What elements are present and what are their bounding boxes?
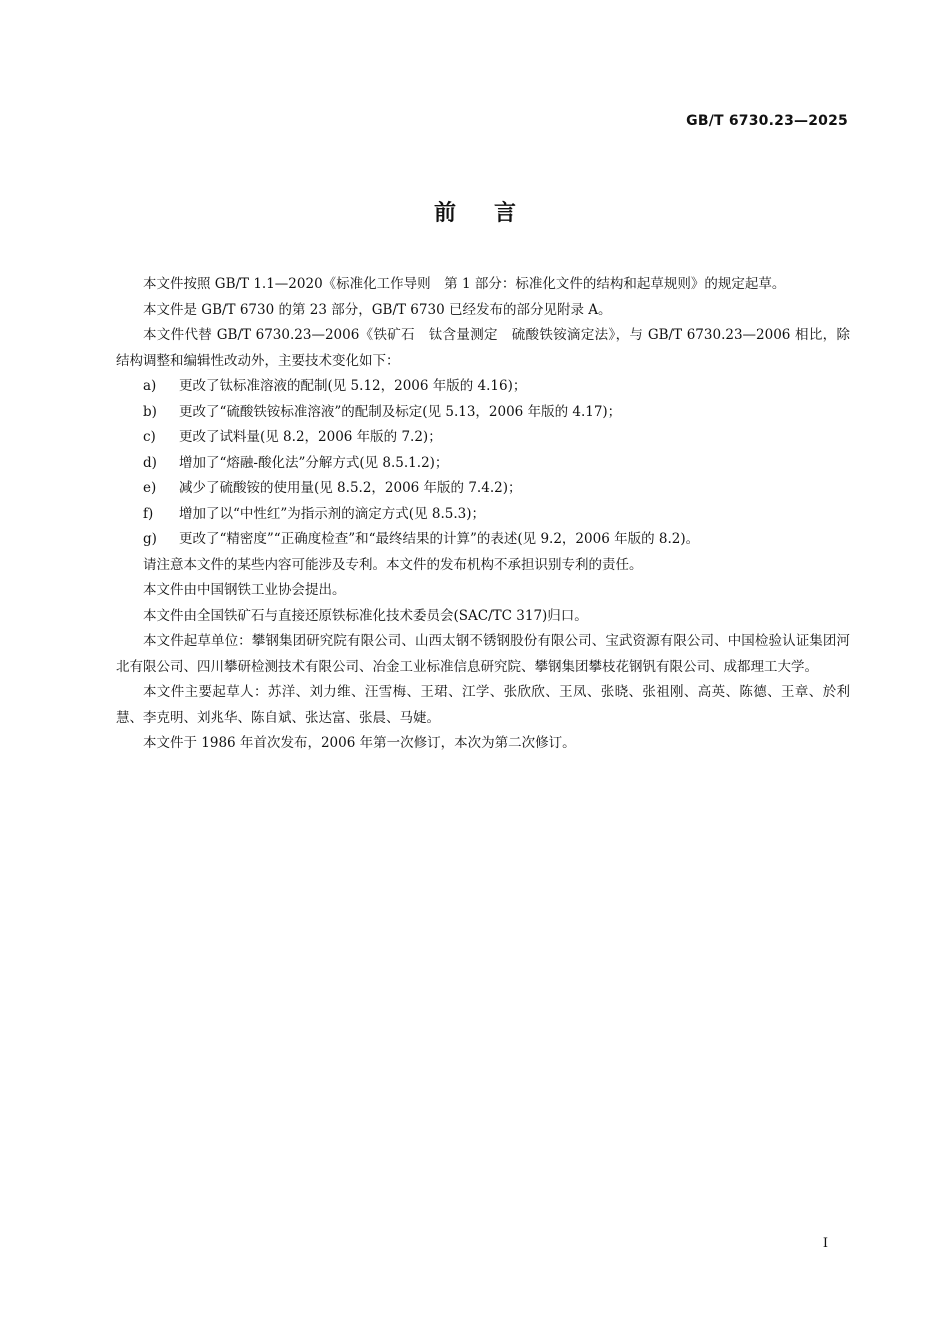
document-code: GB/T 6730.23—2025 — [686, 113, 848, 129]
list-item — [116, 400, 850, 426]
list-item-text: 更改了“硫酸铁铵标准溶液”的配制及标定(见 5.13，2006 年版的 4.17)； — [179, 403, 622, 420]
list-item — [116, 502, 850, 528]
list-item-label: c) — [143, 429, 156, 445]
list-item — [116, 374, 850, 400]
list-item-label: a) — [143, 378, 157, 394]
list-item — [116, 476, 850, 502]
list-item-label: f) — [143, 505, 154, 522]
list-item-text: 更改了钛标准溶液的配制(见 5.12，2006 年版的 4.16)； — [179, 378, 527, 394]
paragraph-part-info: 本文件是 GB/T 6730 的第 23 部分，GB/T 6730 已经发布的部分见附录 A。 — [143, 301, 612, 318]
list-item — [116, 425, 850, 451]
paragraph-history: 本文件于 1986 年首次发布，2006 年第一次修订，本次为第二次修订。 — [143, 735, 576, 751]
list-item-text: 减少了硫酸铵的使用量(见 8.5.2，2006 年版的 7.4.2)； — [179, 480, 522, 496]
list-item — [116, 527, 850, 553]
paragraph-committee: 本文件由全国铁矿石与直接还原铁标准化技术委员会(SAC/TC 317)归口。 — [143, 607, 588, 624]
list-item-text: 增加了“熔融-酸化法”分解方式(见 8.5.1.2)； — [179, 454, 449, 471]
list-item-label: e) — [143, 480, 157, 496]
list-item-text: 更改了“精密度”“正确度检查”和“最终结果的计算”的表述(见 9.2，2006 年版的 8.2)。 — [179, 531, 700, 547]
page-number: I — [822, 1236, 828, 1251]
list-item-label: g) — [143, 531, 157, 547]
paragraph-patent-notice: 请注意本文件的某些内容可能涉及专利。本文件的发布机构不承担识别专利的责任。 — [143, 556, 643, 573]
list-item-text: 更改了试料量(见 8.2，2006 年版的 7.2)； — [179, 429, 442, 445]
paragraph-drafting-basis: 本文件按照 GB/T 1.1—2020《标准化工作导则 第 1 部分：标准化文件的结构和起草规则》的规定起草。 — [143, 276, 786, 292]
paragraph-drafters: 本文件主要起草人：苏洋、刘力维、汪雪梅、王珺、江学、张欣欣、王凤、张晓、张祖刚、高英、陈德、王章、於利慧、李克明、刘兆华、陈自斌、张达富、张晨、马婕。 — [116, 684, 850, 726]
list-item-label: d) — [143, 454, 157, 471]
list-item — [116, 451, 850, 477]
page-title: 前言 — [433, 201, 554, 226]
list-item-label: b) — [143, 403, 157, 420]
list-item-text: 增加了以“中性红”为指示剂的滴定方式(见 8.5.3)； — [179, 505, 485, 522]
paragraph-replacement: 本文件代替 GB/T 6730.23—2006《铁矿石 钛含量测定 硫酸铁铵滴定法》，与 GB/T 6730.23—2006 相比，除结构调整和编辑性改动外，主要技术变化如下： — [116, 327, 850, 369]
foreword-body — [116, 272, 850, 757]
paragraph-drafting-units: 本文件起草单位：攀钢集团研究院有限公司、山西太钢不锈钢股份有限公司、宝武资源有限公司、中国检验认证集团河北有限公司、四川攀研检测技术有限公司、冶金工业标准信息研究院、攀钢集团攀枝花钢钒有限公司、成都理工大学。 — [116, 633, 850, 675]
paragraph-proposer: 本文件由中国钢铁工业协会提出。 — [143, 582, 346, 598]
